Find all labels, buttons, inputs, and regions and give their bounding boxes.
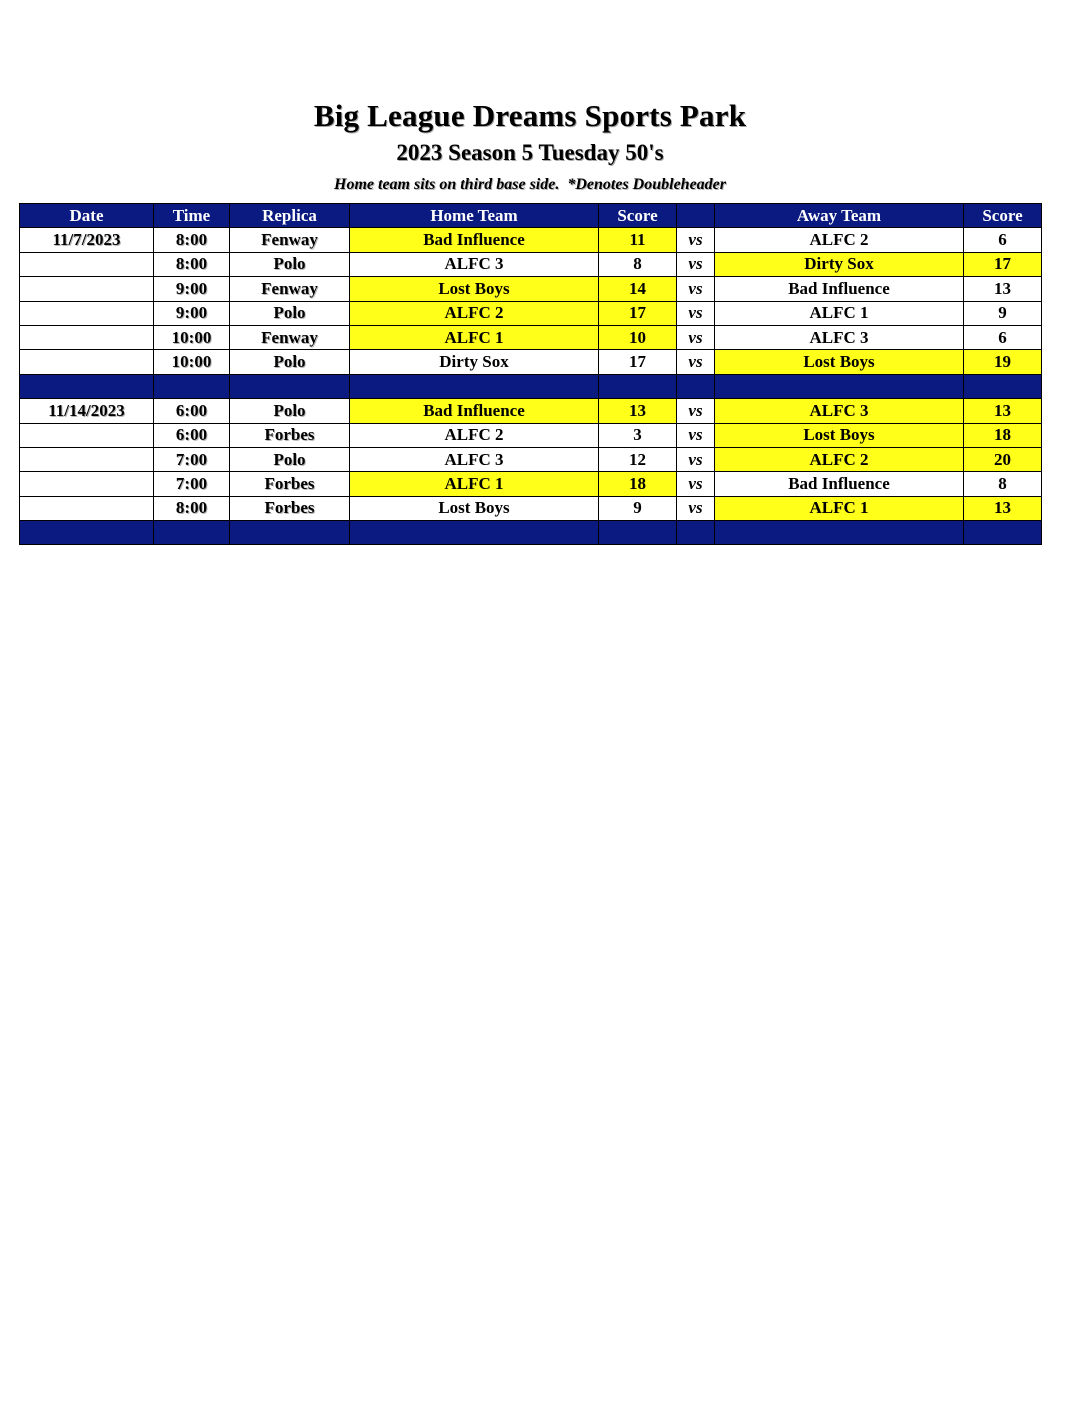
cell-vs: vs	[677, 496, 715, 520]
cell-replica: Polo	[230, 447, 350, 471]
separator-cell	[677, 521, 715, 545]
cell-time: 9:00	[154, 301, 230, 325]
cell-vs: vs	[677, 472, 715, 496]
separator-cell	[154, 374, 230, 398]
cell-away-team: ALFC 3	[715, 399, 964, 423]
col-header-home-team: Home Team	[350, 204, 599, 228]
cell-away-score: 20	[964, 447, 1042, 471]
col-header-replica: Replica	[230, 204, 350, 228]
cell-vs: vs	[677, 447, 715, 471]
cell-replica: Forbes	[230, 496, 350, 520]
cell-away-team: ALFC 1	[715, 496, 964, 520]
cell-home-team: ALFC 3	[350, 447, 599, 471]
cell-vs: vs	[677, 228, 715, 252]
cell-away-score: 6	[964, 325, 1042, 349]
cell-away-team: Bad Influence	[715, 472, 964, 496]
cell-away-team: ALFC 1	[715, 301, 964, 325]
cell-replica: Polo	[230, 350, 350, 374]
cell-home-score: 18	[599, 472, 677, 496]
cell-replica: Polo	[230, 252, 350, 276]
separator-cell	[964, 374, 1042, 398]
cell-home-score: 12	[599, 447, 677, 471]
cell-time: 10:00	[154, 325, 230, 349]
cell-home-score: 3	[599, 423, 677, 447]
separator-cell	[599, 521, 677, 545]
col-header-date: Date	[20, 204, 154, 228]
cell-time: 7:00	[154, 472, 230, 496]
cell-away-score: 17	[964, 252, 1042, 276]
cell-date	[20, 325, 154, 349]
table-row	[20, 423, 1042, 447]
cell-away-team: Lost Boys	[715, 350, 964, 374]
table-header-row	[20, 204, 1042, 228]
cell-vs: vs	[677, 252, 715, 276]
week-separator-row	[20, 521, 1042, 545]
page-title: Big League Dreams Sports Park	[313, 98, 747, 133]
cell-away-score: 13	[964, 496, 1042, 520]
cell-date	[20, 252, 154, 276]
cell-home-score: 10	[599, 325, 677, 349]
separator-cell	[964, 521, 1042, 545]
cell-away-score: 19	[964, 350, 1042, 374]
cell-home-team: Bad Influence	[350, 399, 599, 423]
cell-away-score: 6	[964, 228, 1042, 252]
cell-home-score: 14	[599, 277, 677, 301]
cell-home-score: 11	[599, 228, 677, 252]
cell-date	[20, 496, 154, 520]
cell-time: 8:00	[154, 252, 230, 276]
separator-cell	[350, 374, 599, 398]
cell-home-team: ALFC 3	[350, 252, 599, 276]
separator-cell	[715, 521, 964, 545]
cell-replica: Forbes	[230, 472, 350, 496]
cell-replica: Forbes	[230, 423, 350, 447]
cell-replica: Fenway	[230, 277, 350, 301]
cell-date	[20, 447, 154, 471]
cell-home-team: Lost Boys	[350, 496, 599, 520]
cell-replica: Polo	[230, 301, 350, 325]
week-separator-row	[20, 374, 1042, 398]
cell-replica: Fenway	[230, 325, 350, 349]
table-row	[20, 252, 1042, 276]
col-header-time: Time	[154, 204, 230, 228]
separator-cell	[715, 374, 964, 398]
cell-date: 11/14/2023	[20, 399, 154, 423]
cell-home-score: 17	[599, 350, 677, 374]
cell-time: 6:00	[154, 423, 230, 447]
cell-replica: Fenway	[230, 228, 350, 252]
col-header-home-score: Score	[599, 204, 677, 228]
separator-cell	[20, 374, 154, 398]
cell-date	[20, 423, 154, 447]
cell-away-score: 8	[964, 472, 1042, 496]
cell-time: 8:00	[154, 228, 230, 252]
cell-vs: vs	[677, 423, 715, 447]
cell-away-team: Lost Boys	[715, 423, 964, 447]
cell-vs: vs	[677, 277, 715, 301]
table-row	[20, 472, 1042, 496]
cell-home-score: 13	[599, 399, 677, 423]
cell-home-score: 8	[599, 252, 677, 276]
cell-away-team: ALFC 2	[715, 228, 964, 252]
cell-time: 6:00	[154, 399, 230, 423]
table-row	[20, 228, 1042, 252]
cell-home-team: ALFC 2	[350, 301, 599, 325]
cell-home-team: Lost Boys	[350, 277, 599, 301]
cell-vs: vs	[677, 399, 715, 423]
cell-replica: Polo	[230, 399, 350, 423]
separator-cell	[20, 521, 154, 545]
cell-away-score: 13	[964, 399, 1042, 423]
cell-vs: vs	[677, 325, 715, 349]
cell-home-team: Dirty Sox	[350, 350, 599, 374]
separator-cell	[599, 374, 677, 398]
cell-away-score: 18	[964, 423, 1042, 447]
schedule-body	[20, 228, 1042, 545]
cell-date	[20, 350, 154, 374]
table-row	[20, 399, 1042, 423]
schedule-table	[19, 203, 1042, 545]
cell-away-score: 9	[964, 301, 1042, 325]
cell-date: 11/7/2023	[20, 228, 154, 252]
cell-home-team: ALFC 1	[350, 472, 599, 496]
cell-home-score: 17	[599, 301, 677, 325]
cell-date	[20, 472, 154, 496]
page-note: Home team sits on third base side. *Denotes Doubleheader	[334, 176, 726, 193]
table-row	[20, 496, 1042, 520]
cell-home-team: ALFC 2	[350, 423, 599, 447]
col-header-away-score: Score	[964, 204, 1042, 228]
separator-cell	[154, 521, 230, 545]
separator-cell	[230, 521, 350, 545]
cell-home-team: ALFC 1	[350, 325, 599, 349]
cell-away-score: 13	[964, 277, 1042, 301]
table-row	[20, 277, 1042, 301]
cell-time: 9:00	[154, 277, 230, 301]
cell-date	[20, 277, 154, 301]
page-subtitle: 2023 Season 5 Tuesday 50's	[396, 140, 664, 165]
separator-cell	[350, 521, 599, 545]
separator-cell	[230, 374, 350, 398]
cell-away-team: Bad Influence	[715, 277, 964, 301]
table-row	[20, 350, 1042, 374]
table-row	[20, 325, 1042, 349]
cell-away-team: ALFC 3	[715, 325, 964, 349]
cell-away-team: Dirty Sox	[715, 252, 964, 276]
cell-away-team: ALFC 2	[715, 447, 964, 471]
cell-home-score: 9	[599, 496, 677, 520]
col-header-vs	[677, 204, 715, 228]
table-row	[20, 447, 1042, 471]
table-row	[20, 301, 1042, 325]
cell-home-team: Bad Influence	[350, 228, 599, 252]
cell-vs: vs	[677, 350, 715, 374]
cell-date	[20, 301, 154, 325]
cell-time: 8:00	[154, 496, 230, 520]
cell-time: 7:00	[154, 447, 230, 471]
cell-time: 10:00	[154, 350, 230, 374]
col-header-away-team: Away Team	[715, 204, 964, 228]
separator-cell	[677, 374, 715, 398]
cell-vs: vs	[677, 301, 715, 325]
